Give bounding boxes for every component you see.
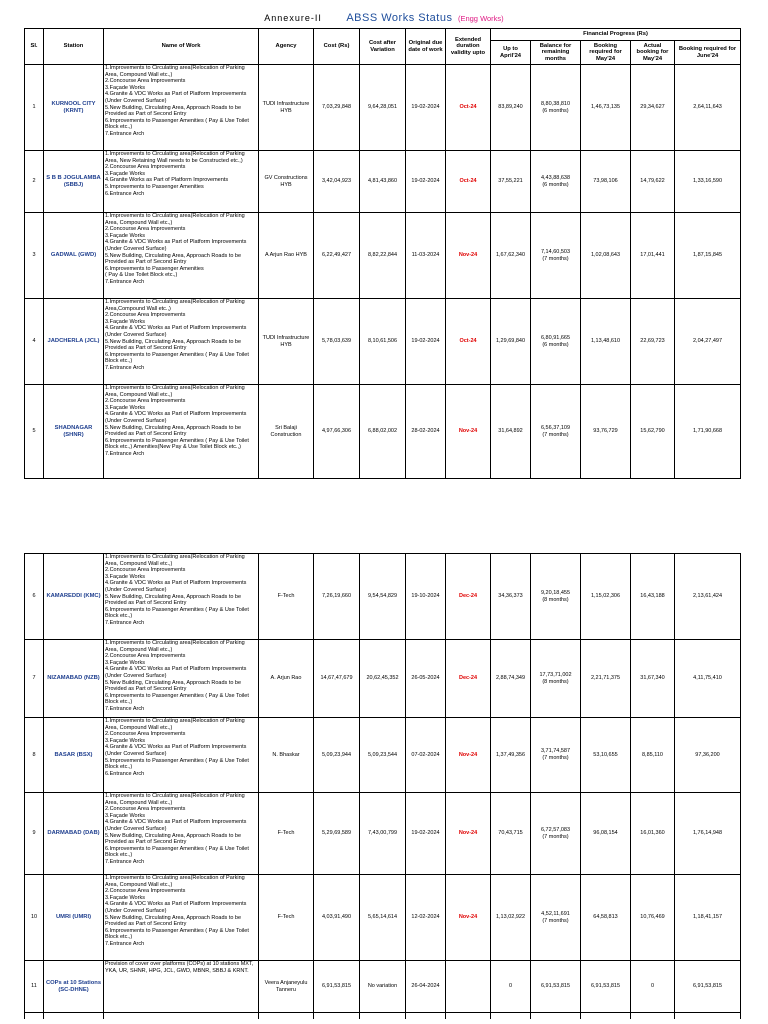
empty-cell xyxy=(446,1013,491,1019)
cell-agency: F-Tech xyxy=(259,793,314,875)
work-item: 2.Concourse Area Improvements xyxy=(105,806,186,813)
work-item: 6.Improvements to Passenger Amenities ( Pay & Use Toilet Block etc.,) xyxy=(105,606,249,620)
cell-upto-april: 37,55,221 xyxy=(491,151,531,213)
work-item: 7.Entrance Arch xyxy=(105,364,145,371)
cell-station: COPs at 10 Stations (SC-DHNE) xyxy=(44,961,104,1013)
cell-actual-booking-may: 31,67,340 xyxy=(631,640,675,718)
work-item: 4.Granite & VDC Works as Part of Platform Improvements (Under Covered Surface) xyxy=(105,239,247,252)
work-item: 4.Granite & VDC Works as Part of Platform Improvements (Under Covered Surface) xyxy=(105,580,247,593)
cell-station: SHADNAGAR (SHNR) xyxy=(44,385,104,479)
col-header-name-of-work: Name of Work xyxy=(104,29,259,65)
cell-name-of-work xyxy=(104,65,259,151)
work-item: 2.Concourse Area Improvements xyxy=(105,567,186,574)
cell-cost: 4,97,66,306 xyxy=(314,385,360,479)
cell-cost: 6,22,49,427 xyxy=(314,213,360,299)
cell-booking-required-may: 1,13,48,610 xyxy=(581,299,631,385)
work-item: 4.Granite & VDC Works as Part of Platform Improvements (Under Covered Surface) xyxy=(105,325,247,338)
cell-sl: 8 xyxy=(25,718,44,793)
cell-balance-remaining xyxy=(531,718,581,793)
work-item: 3.Façade Works xyxy=(105,894,145,901)
cell-booking-required-may: 6,91,53,815 xyxy=(581,961,631,1013)
cell-sl: 1 xyxy=(25,65,44,151)
cell-extended-duration: Nov-24 xyxy=(446,793,491,875)
balance-amount: 17,73,71,002 xyxy=(539,671,572,678)
work-item: 1.Improvements to Circulating area(Relocation of Parking Area, Compound Wall etc.,) xyxy=(105,793,245,806)
cell-balance-remaining xyxy=(531,640,581,718)
cell-cost-after-variation: No variation xyxy=(360,961,406,1013)
cell-booking-required-may: 1,02,08,643 xyxy=(581,213,631,299)
annexure-label: Annexure-II xyxy=(264,13,322,23)
work-item: 4.Granite & VDC Works as Part of Platform Improvements (Under Covered Surface) xyxy=(105,666,247,679)
cell-booking-required-june: 1,33,16,590 xyxy=(675,151,741,213)
cell-cost-after-variation: 7,43,00,799 xyxy=(360,793,406,875)
work-item: 6.Improvements to Passenger Amenities ( Pay & Use Toilet Block etc.,) xyxy=(105,117,249,131)
work-item: 2.Concourse Area Improvements xyxy=(105,78,186,85)
cell-booking-required-may: 93,76,729 xyxy=(581,385,631,479)
cell-station: JADCHERLA (JCL) xyxy=(44,299,104,385)
cell-original-due-date: 19-02-2024 xyxy=(406,65,446,151)
balance-months: (6 months) xyxy=(542,107,569,114)
cell-agency: GV Constructions HYB xyxy=(259,151,314,213)
work-item: 3.Façade Works xyxy=(105,232,145,239)
cell-name-of-work xyxy=(104,961,259,1013)
balance-amount: 8,80,38,810 xyxy=(540,100,571,107)
work-item: 2.Concourse Area Improvements xyxy=(105,226,186,233)
cell-station: KAMAREDDI (KMC) xyxy=(44,554,104,640)
cell-actual-booking-may: 16,01,360 xyxy=(631,793,675,875)
table-row xyxy=(25,151,741,213)
cell-sl: 3 xyxy=(25,213,44,299)
cell-agency: A Arjun Rao HYB xyxy=(259,213,314,299)
table-row xyxy=(25,385,741,479)
cell-upto-april: 34,36,373 xyxy=(491,554,531,640)
cell-upto-april: 2,88,74,349 xyxy=(491,640,531,718)
cell-booking-required-may: 73,98,106 xyxy=(581,151,631,213)
col-header-extended-duration: Extended duration validity upto xyxy=(446,29,491,65)
cell-cost: 7,03,29,848 xyxy=(314,65,360,151)
col-header-sl: Sl. xyxy=(25,29,44,65)
work-item: 6.Improvements to Passenger Amenities ( Pay & Use Toilet Block etc.,) xyxy=(105,845,249,859)
cell-upto-april: 1,67,62,340 xyxy=(491,213,531,299)
cell-upto-april: 83,89,240 xyxy=(491,65,531,151)
col-header-agency: Agency xyxy=(259,29,314,65)
cell-original-due-date: 11-03-2024 xyxy=(406,213,446,299)
balance-months: (6 months) xyxy=(542,341,569,348)
cell-station: S B B JOGULAMBA (SBBJ) xyxy=(44,151,104,213)
cell-balance-remaining xyxy=(531,151,581,213)
cell-extended-duration: Nov-24 xyxy=(446,385,491,479)
cell-original-due-date: 26-05-2024 xyxy=(406,640,446,718)
balance-amount: 6,72,57,083 xyxy=(540,826,571,833)
cell-station: KURNOOL CITY (KRNT) xyxy=(44,65,104,151)
cell-agency: F-Tech xyxy=(259,875,314,961)
cell-name-of-work xyxy=(104,554,259,640)
work-item: 6.Improvements to Passenger Amenities xyxy=(105,265,204,272)
cell-name-of-work xyxy=(104,385,259,479)
cell-extended-duration: Nov-24 xyxy=(446,213,491,299)
balance-months: (7 months) xyxy=(542,917,569,924)
work-item: 5.New Building, Circulating Area, Approach Roads to be Provided as Part of Second Entry xyxy=(105,832,242,846)
balance-amount: 6,80,91,665 xyxy=(540,334,571,341)
work-item: 4.Granite Works as Part of Platform Improvements xyxy=(105,177,229,184)
cell-extended-duration: Nov-24 xyxy=(446,718,491,793)
empty-cell xyxy=(406,1013,446,1019)
page-title: ABSS Works Status xyxy=(346,12,453,24)
empty-cell xyxy=(360,1013,406,1019)
cell-booking-required-june: 4,11,75,410 xyxy=(675,640,741,718)
table-row xyxy=(25,875,741,961)
col-header-cost-after-variation: Cost after Variation xyxy=(360,29,406,65)
cell-upto-april: 1,37,49,356 xyxy=(491,718,531,793)
cell-agency: A. Arjun Rao xyxy=(259,640,314,718)
work-item: 3.Façade Works xyxy=(105,812,145,819)
cell-cost: 3,42,04,923 xyxy=(314,151,360,213)
cell-booking-required-may: 1,46,73,135 xyxy=(581,65,631,151)
balance-months: (7 months) xyxy=(542,755,569,761)
work-item: 3.Façade Works xyxy=(105,84,145,91)
cell-extended-duration: Dec-24 xyxy=(446,554,491,640)
balance-amount: 6,56,37,109 xyxy=(540,424,571,431)
cell-agency: N. Bhaskar xyxy=(259,718,314,793)
cell-balance-remaining xyxy=(531,793,581,875)
balance-amount: 4,52,11,691 xyxy=(541,910,570,917)
work-item: 2.Concourse Area Improvements xyxy=(105,731,186,738)
cell-actual-booking-may: 10,76,469 xyxy=(631,875,675,961)
balance-amount: 7,14,60,503 xyxy=(540,248,571,255)
cell-cost-after-variation: 5,09,23,544 xyxy=(360,718,406,793)
work-item: 3.Façade Works xyxy=(105,318,145,325)
work-item: 6.Improvements to Passenger Amenities ( Pay & Use Toilet Block etc.,) Amenities(New Pay & Use Toilet Block etc.,) xyxy=(105,437,249,451)
cell-cost-after-variation: 4,81,43,860 xyxy=(360,151,406,213)
work-item: 5.New Building, Circulating Area, Approach Roads to be Provided as Part of Second Entry xyxy=(105,679,242,693)
cell-agency: TUDI Infrastructure HYB xyxy=(259,299,314,385)
work-item: 6.Improvements to Passenger Amenities ( Pay & Use Toilet Block etc.,) xyxy=(105,927,249,941)
cell-balance-remaining xyxy=(531,961,581,1013)
col-header-station: Station xyxy=(44,29,104,65)
col-header-upto-april: Up to April'24 xyxy=(491,41,531,65)
cell-cost: 5,09,23,944 xyxy=(314,718,360,793)
table-row-continued xyxy=(25,1013,741,1019)
work-item: 2.Concourse Area Improvements xyxy=(105,312,186,319)
cell-agency: Sri Balaji Construction xyxy=(259,385,314,479)
balance-months: (8 months) xyxy=(542,678,569,685)
balance-amount: 3,71,74,587 xyxy=(540,748,571,755)
col-header-original-due-date: Original due date of work xyxy=(406,29,446,65)
cell-booking-required-june: 2,13,61,424 xyxy=(675,554,741,640)
cell-station: BASAR (BSX) xyxy=(44,718,104,793)
cell-sl: 4 xyxy=(25,299,44,385)
cell-cost: 14,67,47,679 xyxy=(314,640,360,718)
cell-balance-remaining xyxy=(531,385,581,479)
col-header-actual-booking-may: Actual booking for May'24 xyxy=(631,41,675,65)
empty-cell xyxy=(631,1013,675,1019)
cell-cost-after-variation: 20,62,45,352 xyxy=(360,640,406,718)
works-status-table-part-1 xyxy=(24,28,741,479)
work-item: 4.Granite & VDC Works as Part of Platform Improvements (Under Covered Surface) xyxy=(105,411,247,424)
cell-booking-required-may: 1,15,02,306 xyxy=(581,554,631,640)
work-item: 5.New Building, Circulating Area, Approach Roads to be Provided as Part of Second Entry xyxy=(105,338,242,352)
cell-original-due-date: 07-02-2024 xyxy=(406,718,446,793)
empty-cell xyxy=(25,1013,44,1019)
table-row xyxy=(25,640,741,718)
cell-booking-required-may: 2,21,71,375 xyxy=(581,640,631,718)
cell-balance-remaining xyxy=(531,554,581,640)
work-item: 4.Granite & VDC Works as Part of Platform Improvements (Under Covered Surface) xyxy=(105,819,247,832)
cell-extended-duration xyxy=(446,961,491,1013)
document-title-bar xyxy=(0,12,768,24)
cell-original-due-date: 26-04-2024 xyxy=(406,961,446,1013)
cell-sl: 5 xyxy=(25,385,44,479)
work-item: 5.New Building, Circulating Area, Approach Roads to be Provided as Part of Second Entry xyxy=(105,424,242,438)
cell-name-of-work xyxy=(104,875,259,961)
cell-agency: Veera Anjaneyulu Tanneru xyxy=(259,961,314,1013)
cell-sl: 2 xyxy=(25,151,44,213)
work-item: 5.Improvements to Passenger Amenities ( Pay & Use Toilet Block etc.,) xyxy=(105,757,249,771)
cell-cost-after-variation: 9,54,54,829 xyxy=(360,554,406,640)
balance-months: (6 months) xyxy=(542,181,569,188)
works-table-body-1 xyxy=(25,65,741,479)
cell-cost: 6,91,53,815 xyxy=(314,961,360,1013)
cell-booking-required-may: 64,58,813 xyxy=(581,875,631,961)
balance-months: (8 months) xyxy=(542,596,569,603)
cell-booking-required-june: 97,36,200 xyxy=(675,718,741,793)
work-item: 7.Entrance Arch xyxy=(105,705,145,712)
balance-amount: 9,20,18,455 xyxy=(540,589,571,596)
cell-cost: 5,78,03,639 xyxy=(314,299,360,385)
cell-sl: 6 xyxy=(25,554,44,640)
col-header-cost: Cost (Rs) xyxy=(314,29,360,65)
work-item: 4.Granite & VDC Works as Part of Platform Improvements (Under Covered Surface) xyxy=(105,91,247,104)
cell-actual-booking-may: 8,85,110 xyxy=(631,718,675,793)
cell-cost: 5,29,69,589 xyxy=(314,793,360,875)
balance-months: (7 months) xyxy=(542,431,569,438)
work-item: 5.New Building, Circulating Area, Approach Roads to be Provided as Part of Second Entry xyxy=(105,914,242,928)
col-header-booking-required-may: Booking required for May'24 xyxy=(581,41,631,65)
cell-actual-booking-may: 16,43,188 xyxy=(631,554,675,640)
balance-amount: 4,43,88,638 xyxy=(540,174,571,181)
cell-upto-april: 31,64,892 xyxy=(491,385,531,479)
cell-original-due-date: 12-02-2024 xyxy=(406,875,446,961)
work-item: 2.Concourse Area Improvements xyxy=(105,888,186,895)
cell-booking-required-june: 6,91,53,815 xyxy=(675,961,741,1013)
cell-cost: 4,03,91,490 xyxy=(314,875,360,961)
work-item: 2.Concourse Area Improvements xyxy=(105,398,186,405)
cell-booking-required-june: 1,76,14,948 xyxy=(675,793,741,875)
cell-actual-booking-may: 29,34,627 xyxy=(631,65,675,151)
work-item: 7.Entrance Arch xyxy=(105,278,145,285)
work-item: 2.Concourse Area Improvements xyxy=(105,653,186,660)
cell-upto-april: 0 xyxy=(491,961,531,1013)
cell-station: UMRI (UMRI) xyxy=(44,875,104,961)
cell-agency: TUDI Infrastructure HYB xyxy=(259,65,314,151)
empty-cell xyxy=(491,1013,531,1019)
cell-original-due-date: 19-02-2024 xyxy=(406,151,446,213)
work-item: 3.Façade Works xyxy=(105,573,145,580)
cell-original-due-date: 19-10-2024 xyxy=(406,554,446,640)
cell-upto-april: 70,43,715 xyxy=(491,793,531,875)
cell-original-due-date: 28-02-2024 xyxy=(406,385,446,479)
work-item: 1.Improvements to Circulating area(Relocation of Parking Area, Compound Wall etc.,) xyxy=(105,554,245,567)
cell-cost-after-variation: 8,82,22,844 xyxy=(360,213,406,299)
cell-booking-required-may: 53,10,655 xyxy=(581,718,631,793)
cell-booking-required-june: 2,04,27,497 xyxy=(675,299,741,385)
work-item: 5.New Building, Circulating Area, Approach Roads to be Provided as Part of Second Entry xyxy=(105,593,242,607)
cell-actual-booking-may: 14,79,622 xyxy=(631,151,675,213)
cell-actual-booking-may: 15,62,790 xyxy=(631,385,675,479)
cell-agency: F-Tech xyxy=(259,554,314,640)
cell-name-of-work xyxy=(104,151,259,213)
table-row xyxy=(25,65,741,151)
cell-name-of-work xyxy=(104,299,259,385)
work-item: 3.Façade Works xyxy=(105,170,145,177)
cell-station: GADWAL (GWD) xyxy=(44,213,104,299)
empty-cell xyxy=(675,1013,741,1019)
work-item: 7.Entrance Arch xyxy=(105,619,145,626)
col-header-booking-required-june: Booking required for June'24 xyxy=(675,41,741,65)
work-item: Provision of cover over platforms (COPs) at 10 stations MXT, YKA, UR, SHNR, HPG, JCL, GWD, MBNR, SBBJ & KRNT. xyxy=(105,961,254,974)
cell-extended-duration: Oct-24 xyxy=(446,151,491,213)
cell-booking-required-may: 96,08,154 xyxy=(581,793,631,875)
cell-actual-booking-may: 22,69,723 xyxy=(631,299,675,385)
page-subtitle: (Engg Works) xyxy=(457,14,504,23)
cell-station: NIZAMABAD (NZB) xyxy=(44,640,104,718)
work-item: 7.Entrance Arch xyxy=(105,450,145,457)
cell-original-due-date: 19-02-2024 xyxy=(406,299,446,385)
cell-booking-required-june: 1,71,90,668 xyxy=(675,385,741,479)
work-item: ( Pay & Use Toilet Block etc.,) xyxy=(105,272,178,279)
cell-sl: 9 xyxy=(25,793,44,875)
cell-name-of-work xyxy=(104,718,259,793)
cell-extended-duration: Nov-24 xyxy=(446,875,491,961)
work-item: 4.Granite & VDC Works as Part of Platform Improvements (Under Covered Surface) xyxy=(105,744,247,757)
table-row xyxy=(25,718,741,793)
cell-sl: 11 xyxy=(25,961,44,1013)
table-row xyxy=(25,299,741,385)
cell-balance-remaining xyxy=(531,213,581,299)
work-item: 6.Entrance Arch xyxy=(105,770,145,777)
cell-sl: 7 xyxy=(25,640,44,718)
cell-sl: 10 xyxy=(25,875,44,961)
work-item: 1.Improvements to Circulating area(Relocation of Parking Area, Compound Wall etc.,) xyxy=(105,385,245,398)
work-item: 1.Improvements to Circulating area(Relocation of Parking Area, Compound Wall etc.,) xyxy=(105,65,245,78)
cell-cost: 7,26,19,660 xyxy=(314,554,360,640)
col-header-balance-remaining: Balance for remaining months xyxy=(531,41,581,65)
cell-cost-after-variation: 9,64,28,051 xyxy=(360,65,406,151)
work-item: 1.Improvements to Circulating area(Relocation of Parking Area, Compound Wall etc.,) xyxy=(105,718,245,731)
work-item: 6.Entrance Arch xyxy=(105,190,145,197)
table-row xyxy=(25,213,741,299)
col-header-financial-progress: Financial Progress (Rs) xyxy=(491,29,741,41)
empty-cell xyxy=(314,1013,360,1019)
cell-cost-after-variation: 5,65,14,614 xyxy=(360,875,406,961)
works-status-table-part-2 xyxy=(24,553,741,1019)
work-item: 6.Improvements to Passenger Amenities ( Pay & Use Toilet Block etc.,) xyxy=(105,351,249,365)
cell-name-of-work xyxy=(104,793,259,875)
cell-actual-booking-may: 17,01,441 xyxy=(631,213,675,299)
cell-actual-booking-may: 0 xyxy=(631,961,675,1013)
empty-cell xyxy=(531,1013,581,1019)
cell-cost-after-variation: 8,10,61,506 xyxy=(360,299,406,385)
work-item: 5.Improvements to Passenger Amenities xyxy=(105,183,204,190)
work-item: 5.New Building, Circulating Area, Approach Roads to be Provided as Part of Second Entry xyxy=(105,252,242,266)
cell-balance-remaining xyxy=(531,875,581,961)
balance-months: (7 months) xyxy=(542,255,569,262)
work-item: 2.Concourse Area Improvements xyxy=(105,164,186,171)
works-table-body-2 xyxy=(25,554,741,1019)
empty-cell xyxy=(104,1013,259,1019)
table-row xyxy=(25,793,741,875)
cell-station: DARMABAD (DAB) xyxy=(44,793,104,875)
cell-name-of-work xyxy=(104,213,259,299)
work-item: 1.Improvements to Circulating area(Relocation of Parking Area, Compound Wall etc.,) xyxy=(105,213,245,226)
cell-original-due-date: 19-02-2024 xyxy=(406,793,446,875)
work-item: 7.Entrance Arch xyxy=(105,130,145,137)
table-row xyxy=(25,961,741,1013)
cell-upto-april: 1,29,69,840 xyxy=(491,299,531,385)
work-item: 7.Entrance Arch xyxy=(105,858,145,865)
work-item: 3.Façade Works xyxy=(105,659,145,666)
cell-booking-required-june: 1,18,41,157 xyxy=(675,875,741,961)
balance-amount: 6,91,53,815 xyxy=(540,983,571,990)
work-item: 1.Improvements to Circulating area(Relocation of Parking Area, Compound Wall etc.,) xyxy=(105,640,245,653)
work-item: 3.Façade Works xyxy=(105,404,145,411)
work-item: 1.Improvements to Circulating area(Relocation of Parking Area, Compound Wall etc.,) xyxy=(105,875,245,888)
work-item: 5.New Building, Circulating Area, Approach Roads to be Provided as Part of Second Entry xyxy=(105,104,242,118)
work-item: 1.Improvements to Circulating area(Relocation of Parking Area,Compound Wall etc.,) xyxy=(105,299,245,312)
cell-upto-april: 1,13,02,922 xyxy=(491,875,531,961)
cell-cost-after-variation: 6,88,02,002 xyxy=(360,385,406,479)
cell-booking-required-june: 2,64,11,643 xyxy=(675,65,741,151)
empty-cell xyxy=(259,1013,314,1019)
cell-extended-duration: Oct-24 xyxy=(446,65,491,151)
work-item: 6.Improvements to Passenger Amenities ( Pay & Use Toilet Block etc.,) xyxy=(105,692,249,706)
cell-extended-duration: Dec-24 xyxy=(446,640,491,718)
work-item: 4.Granite & VDC Works as Part of Platform Improvements (Under Covered Surface) xyxy=(105,901,247,914)
empty-cell xyxy=(44,1013,104,1019)
table-row xyxy=(25,554,741,640)
work-item: 7.Entrance Arch xyxy=(105,940,145,947)
cell-name-of-work xyxy=(104,640,259,718)
empty-cell xyxy=(581,1013,631,1019)
cell-balance-remaining xyxy=(531,65,581,151)
balance-months: (7 months) xyxy=(542,833,569,840)
cell-extended-duration: Oct-24 xyxy=(446,299,491,385)
cell-balance-remaining xyxy=(531,299,581,385)
work-item: 3.Façade Works xyxy=(105,737,145,744)
work-item: 1.Improvements to Circulating area(Relocation of Parking Area, New Retaining Wall needs to be Constructed etc.,) xyxy=(105,151,245,164)
cell-booking-required-june: 1,87,15,845 xyxy=(675,213,741,299)
